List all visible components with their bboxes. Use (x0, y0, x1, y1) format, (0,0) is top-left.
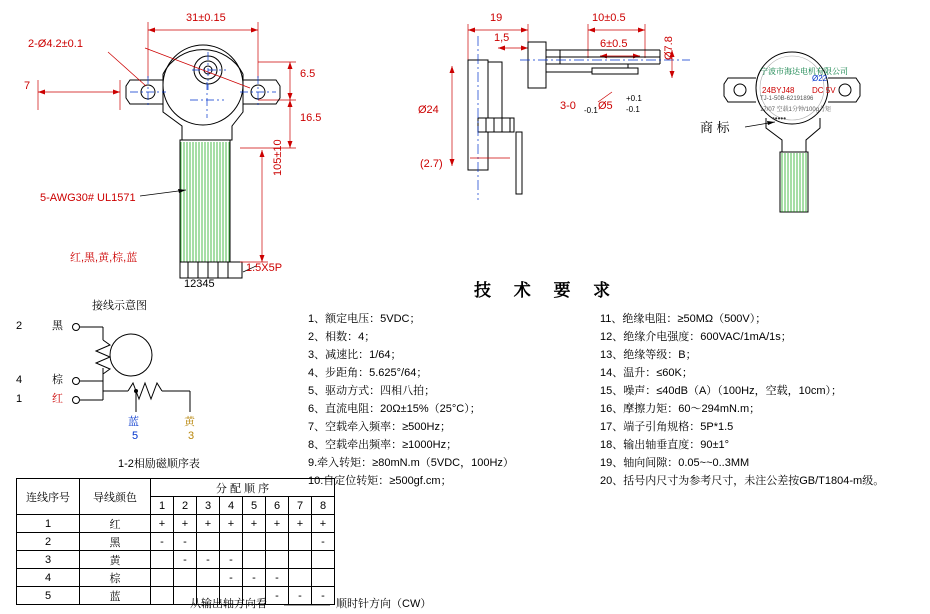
spec-item: 3、减速比：1/64； (308, 349, 402, 361)
spec-item: 9.牵入转矩：≥80mN.m（5VDC，100Hz） (308, 457, 514, 469)
row-cell: - (151, 533, 174, 551)
wiring-sequence-table (16, 478, 335, 605)
caption-excitation-table: 1-2相励磁顺序表 (118, 458, 200, 470)
dim-right-6-5: 6.5 (300, 68, 316, 80)
spec-item: 2、相数：4； (308, 331, 376, 343)
row-cell: + (151, 515, 174, 533)
dim-2-7: (2.7) (420, 158, 443, 170)
row-cell: - (174, 533, 197, 551)
spec-item: 15、噪声：≤40dB（A）（100Hz，空载，10cm）； (600, 385, 842, 397)
table-footer-rotation: 顺时针方向（CW） (336, 598, 432, 610)
spec-item: 8、空载牵出频率：≥1000Hz； (308, 439, 458, 451)
table-col-7: 7 (289, 497, 312, 515)
coil-yellow-number: 3 (188, 430, 195, 442)
motor-label-company: 宁波市海达电机有限公司 (760, 67, 848, 76)
dim-right-16-5: 16.5 (300, 112, 322, 124)
spec-item: 16、摩擦力矩：60～294mN.m； (600, 403, 761, 415)
row-color: 蓝 (80, 587, 151, 605)
spec-item: 1、额定电压：5VDC； (308, 313, 421, 325)
row-cell (197, 533, 220, 551)
row-cell: + (312, 515, 335, 533)
coil-blue-label: 蓝 (128, 416, 139, 428)
spec-item: 11、绝缘电阻：≥50MΩ（500V）； (600, 313, 767, 325)
dim-6: 6±0.5 (600, 38, 628, 50)
label-connector: 1.5X5P (246, 262, 283, 274)
label-wire-spec: 5-AWG30# UL1571 (40, 192, 136, 204)
row-cell: - (289, 587, 312, 605)
table-footer-view-direction: 从输出轴方向看 (190, 598, 267, 610)
coil-pin-1-number: 1 (16, 393, 23, 405)
row-cell (289, 569, 312, 587)
row-cell: + (197, 515, 220, 533)
table-header-color: 导线颜色 (80, 479, 151, 515)
table-row (17, 533, 335, 551)
dim-cable-length: 105±10 (272, 139, 284, 176)
dim-diameter-24: Ø24 (418, 104, 439, 116)
table-header-sequence: 分 配 顺 序 (151, 479, 335, 497)
row-cell (243, 533, 266, 551)
row-cell (266, 533, 289, 551)
spec-item: 19、轴向间隙：0.05~~0..3MM (600, 457, 750, 469)
row-cell: + (266, 515, 289, 533)
table-row (17, 587, 335, 605)
spec-item: 14、温升：≤60K； (600, 367, 693, 379)
row-cell (312, 569, 335, 587)
row-cell: - (266, 569, 289, 587)
table-col-8: 8 (312, 497, 335, 515)
row-no: 5 (17, 587, 80, 605)
specs-title: 技 术 要 求 (474, 281, 620, 300)
table-row (17, 515, 335, 533)
coil-pin-1-color: 红 (52, 393, 63, 405)
row-cell: - (266, 587, 289, 605)
row-cell: - (243, 569, 266, 587)
spec-item: 10:自定位转矩：≥500gf.cm； (308, 475, 452, 487)
motor-label-model: 24BYJ48 (762, 86, 795, 95)
coil-pin-2-color: 黑 (52, 320, 63, 332)
spec-item: 6、直流电阻：20Ω±15%（25°C）； (308, 403, 481, 415)
dim-left-7: 7 (24, 80, 31, 92)
motor-label-voltage: DC 5V (812, 86, 836, 95)
spec-item: 7、空载牵入频率：≥500Hz； (308, 421, 451, 433)
motor-label-code: Ø22 (812, 74, 828, 83)
specs-left-column (308, 310, 514, 490)
dim-diameter-7-8: Ø7.8 (663, 36, 675, 60)
row-cell (312, 551, 335, 569)
row-color: 红 (80, 515, 151, 533)
row-cell (243, 551, 266, 569)
dim-5-tolerance-lower: -0.1 (626, 105, 640, 114)
label-wire-colors: 红,黑,黄,棕,蓝 (70, 252, 138, 264)
table-col-2: 2 (174, 497, 197, 515)
row-cell: + (243, 515, 266, 533)
motor-label-serial: TJ-1-50B-62191896 (760, 96, 814, 102)
table-row (17, 569, 335, 587)
table-col-4: 4 (220, 497, 243, 515)
caption-wiring-diagram: 接线示意图 (92, 300, 147, 312)
row-cell: + (174, 515, 197, 533)
coil-pin-4-color: 棕 (52, 374, 63, 386)
row-cell (289, 551, 312, 569)
motor-label-dots: ••••• (772, 114, 787, 123)
row-cell: - (220, 551, 243, 569)
coil-pin-2-number: 2 (16, 320, 23, 332)
dim-10: 10±0.5 (592, 12, 626, 24)
label-pin-numbers: 12345 (184, 278, 215, 290)
dim-5-tolerance-upper: +0.1 (626, 94, 642, 103)
spec-item: 5、驱动方式：四相八拍； (308, 385, 436, 397)
row-cell (289, 533, 312, 551)
label-trademark: 商 标 (700, 120, 730, 135)
row-no: 1 (17, 515, 80, 533)
spec-item: 4、步距角：5.625°/64； (308, 367, 428, 379)
spec-item: 17、端子引角规格：5P*1.5 (600, 421, 734, 433)
dim-3-tolerance: -0.1 (584, 106, 598, 115)
row-cell (174, 569, 197, 587)
row-cell (151, 569, 174, 587)
table-col-1: 1 (151, 497, 174, 515)
dim-3-depth: 3-0 (560, 100, 576, 112)
row-no: 3 (17, 551, 80, 569)
spec-item: 13、绝缘等级：B； (600, 349, 697, 361)
spec-item: 20、括号内尺寸为参考尺寸，未注公差按GB/T1804-m级。 (600, 475, 885, 487)
dim-mounting-holes: 2-Ø4.2±0.1 (28, 38, 83, 50)
row-no: 4 (17, 569, 80, 587)
row-cell (266, 551, 289, 569)
table-row (17, 551, 335, 569)
table-header-no: 连线序号 (17, 479, 80, 515)
spec-item: 18、输出轴垂直度：90±1° (600, 439, 730, 451)
row-cell (151, 551, 174, 569)
row-cell: - (312, 587, 335, 605)
row-cell: - (220, 569, 243, 587)
row-cell: - (312, 533, 335, 551)
motor-label-sub: 17/07 空载1分钟/100g力矩 (760, 107, 832, 113)
row-cell: - (174, 551, 197, 569)
row-no: 2 (17, 533, 80, 551)
dim-19: 19 (490, 12, 503, 24)
dim-diameter-5: Ø5 (598, 100, 613, 112)
row-cell (220, 533, 243, 551)
row-cell: - (197, 551, 220, 569)
row-color: 黑 (80, 533, 151, 551)
coil-pin-4-number: 4 (16, 374, 23, 386)
row-cell (197, 569, 220, 587)
coil-blue-number: 5 (132, 430, 139, 442)
row-cell: + (220, 515, 243, 533)
row-cell: + (289, 515, 312, 533)
dim-1-5: 1,5 (494, 32, 510, 44)
table-col-3: 3 (197, 497, 220, 515)
row-color: 棕 (80, 569, 151, 587)
table-col-5: 5 (243, 497, 266, 515)
specs-right-column (600, 310, 884, 490)
row-color: 黄 (80, 551, 151, 569)
spec-item: 12、绝缘介电强度：600VAC/1mA/1s； (600, 331, 792, 343)
coil-yellow-label: 黄 (184, 416, 195, 428)
row-cell (151, 587, 174, 605)
dim-top-width: 31±0.15 (186, 12, 226, 24)
table-col-6: 6 (266, 497, 289, 515)
